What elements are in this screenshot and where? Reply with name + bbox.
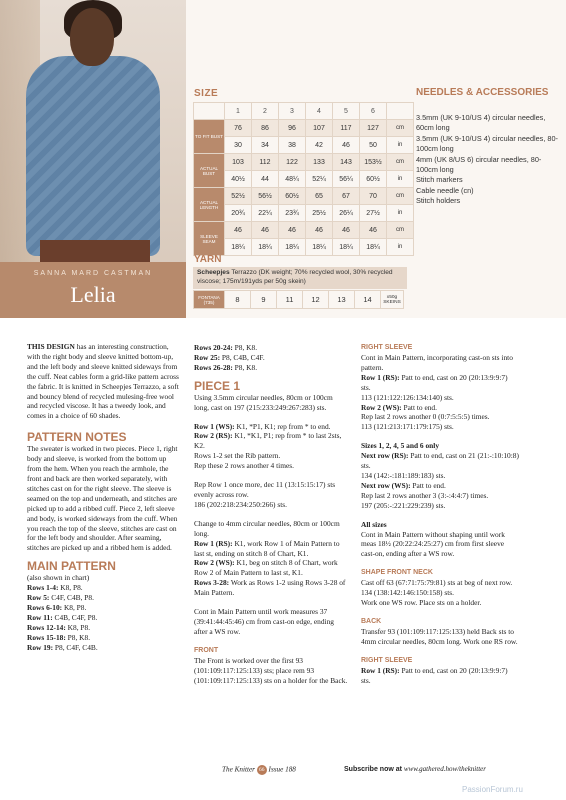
size-cell: 30: [225, 137, 252, 154]
piece-1-heading: PIECE 1: [194, 378, 241, 393]
rib-note: Rows 1-2 set the Rib pattern.: [194, 451, 281, 461]
yarn-shade-label: FONTANA (735): [194, 291, 225, 309]
size-cell: 18¼: [252, 239, 279, 256]
sweater-image: [26, 56, 160, 256]
yarn-unit: x50g SKEINS: [381, 291, 404, 309]
sizes-label: Sizes 1, 2, 4, 5 and 6 only: [361, 441, 440, 451]
body-rows-3-28: [194, 578, 348, 598]
row-label: Row 2 (WS):: [361, 402, 402, 412]
size-header: 2: [252, 103, 279, 120]
row-label: Rows 6-10:: [27, 602, 63, 612]
magazine-name: The Knitter: [222, 765, 255, 774]
size-cell: 18¼: [306, 239, 333, 256]
size-unit: cm: [387, 154, 414, 171]
row-label: Row 2 (WS):: [194, 558, 235, 568]
pattern-row: [194, 353, 348, 363]
size-cell: 65: [306, 188, 333, 205]
stitch-count: 113 (121:213:171:179:175) sts.: [361, 422, 454, 432]
subscribe-lead: Subscribe now at: [344, 766, 402, 773]
needles-list: [416, 113, 561, 207]
size-cell: 46: [333, 137, 360, 154]
size-header: 6: [360, 103, 387, 120]
size-cell: 46: [306, 222, 333, 239]
size-cell: 122: [279, 154, 306, 171]
size-cell: 18¼: [279, 239, 306, 256]
text-column-1: [27, 342, 179, 652]
pattern-notes-heading: PATTERN NOTES: [27, 430, 127, 445]
yarn-qty: 12: [303, 291, 329, 309]
yarn-description: [193, 267, 407, 289]
size-cell: 50: [360, 137, 387, 154]
yarn-qty: 11: [277, 291, 303, 309]
size-unit: in: [387, 171, 414, 188]
issue-number: Issue 188: [268, 765, 296, 774]
page-number: 66: [257, 765, 267, 775]
size-header: 4: [306, 103, 333, 120]
right-sleeve-heading: RIGHT SLEEVE: [361, 344, 413, 351]
all-sizes-heading: [361, 520, 519, 530]
intro-lead: THIS DESIGN: [27, 342, 75, 351]
size-cell: 23¾: [279, 205, 306, 222]
front-heading: FRONT: [194, 646, 219, 654]
pattern-row: [27, 583, 179, 593]
row-text: C4B, C4F, P8.: [52, 612, 98, 622]
size-cell: 42: [306, 137, 333, 154]
row-label: Row 1 (RS):: [194, 538, 233, 548]
row-text: Patt to end.: [410, 480, 446, 490]
size-cell: 26¼: [333, 205, 360, 222]
pattern-row: [27, 643, 179, 653]
body-row-2: [194, 558, 348, 578]
size-cell: 60½: [279, 188, 306, 205]
intro-paragraph: [27, 342, 179, 421]
size-unit: cm: [387, 188, 414, 205]
neck-holder: Work one WS row. Place sts on a holder.: [361, 598, 482, 608]
row-label: Row 11:: [27, 612, 53, 622]
size-cell: 46: [225, 222, 252, 239]
row-label: Rows 1-4:: [27, 583, 59, 593]
size-cell: 20¾: [225, 205, 252, 222]
row-text: K8, P8.: [65, 622, 91, 632]
size-cell: 153½: [360, 154, 387, 171]
back-text: Transfer 93 (101:109:117:125:133) held Back sts to 4mm circular needles, 80cm long. Work one RS row.: [361, 626, 518, 646]
row-label: Row 1 (WS):: [194, 421, 235, 431]
rib-row-1: [194, 422, 348, 432]
size-header: 5: [333, 103, 360, 120]
size-cell: 67: [333, 188, 360, 205]
size-cell: 48¼: [279, 171, 306, 188]
stitch-count: 186 (202:218:234:250:266) sts.: [194, 499, 287, 509]
size-cell: 127: [360, 120, 387, 137]
pattern-row: [194, 363, 348, 373]
row-label: Next row (WS):: [361, 480, 411, 490]
size-cell: 18¼: [225, 239, 252, 256]
size-cell: 143: [333, 154, 360, 171]
row-text: P8, C4F, C4B.: [53, 642, 98, 652]
body-row-1: [194, 539, 348, 559]
size-cell: 133: [306, 154, 333, 171]
yarn-qty: 14: [355, 291, 381, 309]
main-pattern-sub: (also shown in chart): [27, 573, 90, 583]
size-heading: SIZE: [194, 88, 219, 99]
size-row-label: ACTUAL BUST: [194, 154, 225, 188]
needle-change: Change to 4mm circular needles, 80cm or 100cm long.: [194, 518, 340, 538]
size-cell: 96: [279, 120, 306, 137]
row-label: Next row (RS):: [361, 451, 409, 461]
size-header: 1: [225, 103, 252, 120]
pattern-row: [27, 613, 179, 623]
size-cell: 117: [333, 120, 360, 137]
row-text: Patt to end, cast on 20 (20:13:9:9:7) sts.: [361, 372, 508, 392]
needles-item: 3.5mm (UK 9-10/US 4) circular needles, 60cm long: [416, 113, 546, 133]
row-text: K8, P8.: [62, 602, 87, 612]
neck-cast-off: Cast off 63 (67:71:75:79:81) sts at beg of next row.: [361, 578, 513, 588]
row-label: Row 19:: [27, 642, 54, 652]
needles-heading: NEEDLES & ACCESSORIES: [416, 87, 549, 98]
row-text: K1, *K1, P1; rep from * to last 2sts, K2.: [194, 431, 342, 451]
rib-row-2: [194, 431, 348, 451]
size-cell: 46: [333, 222, 360, 239]
needles-item: 4mm (UK 8/US 6) circular needles, 80-100cm long: [416, 154, 542, 175]
size-cell: 107: [306, 120, 333, 137]
size-cell: 86: [252, 120, 279, 137]
watermark: PassionForum.ru: [462, 785, 523, 794]
row-label: Rows 3-28:: [194, 578, 230, 588]
row-label: Rows 26-28:: [194, 362, 233, 372]
row-text: P8, K8.: [232, 343, 258, 352]
size-header: 3: [279, 103, 306, 120]
size-cell: 22¼: [252, 205, 279, 222]
row-text: P8, K8.: [232, 362, 258, 372]
pattern-row: [27, 603, 179, 613]
stitch-count: 134 (142:-:181:189:183) sts.: [361, 470, 446, 480]
row-text: Work as Rows 1-2 using Rows 3-28 of Main Pattern.: [194, 578, 346, 598]
row-text: K1, work Row 1 of Main Pattern to last st, ending on stitch 8 of Chart, K1.: [194, 538, 340, 558]
size-cell: 46: [252, 222, 279, 239]
row-text: P8, C4B, C4F.: [220, 352, 265, 362]
size-cell: 52½: [225, 188, 252, 205]
piece-1-cast-on: Using 3.5mm circular needles, 80cm or 100cm long, cast on 197 (215:233:249:267:283) sts.: [194, 392, 333, 412]
sleeve-row-1b: [361, 666, 519, 686]
pattern-row: [27, 623, 179, 633]
row-label: Row 25:: [194, 352, 221, 362]
sleeve-row-2: [361, 403, 519, 413]
yarn-details: Terrazzo (DK weight; 70% recycled wool, 30% recycled viscose; 175m/191yds per 50g skein): [197, 269, 393, 285]
main-pattern-heading: MAIN PATTERN: [27, 559, 116, 574]
yarn-heading: YARN: [194, 254, 222, 265]
front-text: The Front is worked over the first 93 (101:109:117:125:133) sts; place rem 93 (101:109:117:125:133) sts on a holder for the Back.: [194, 655, 348, 685]
size-cell: 56¼: [333, 171, 360, 188]
stitch-count: 134 (138:142:146:150:158) sts.: [361, 588, 454, 598]
size-unit: in: [387, 137, 414, 154]
size-unit: cm: [387, 222, 414, 239]
stitch-count: 197 (205:-:221:229:239) sts.: [361, 500, 446, 510]
size-row-label: SLEEVE SEAM: [194, 222, 225, 256]
row-text: Patt to end, cast on 21 (21:-:10:10:8) sts.: [361, 451, 519, 471]
size-cell: 27½: [360, 205, 387, 222]
right-sleeve-intro: Cont in Main Pattern, incorporating cast-on sts into pattern.: [361, 353, 513, 372]
row-label: Rows 20-24:: [194, 343, 233, 352]
row-text: K1, beg on stitch 8 of Chart, work Row 2 of Main Pattern to last st, K1.: [194, 558, 338, 578]
text-column-3: [361, 343, 519, 686]
row-text: C4F, C4B, P8.: [49, 593, 94, 603]
size-cell: 52¼: [306, 171, 333, 188]
sizes-repeat: Rep last 2 rows another 3 (3:-:4:4:7) times.: [361, 490, 489, 500]
size-cell: 103: [225, 154, 252, 171]
size-cell: 46: [279, 222, 306, 239]
needles-item: 3.5mm (UK 9-10/US 4) circular needles, 80-100cm long: [416, 133, 558, 154]
size-cell: 76: [225, 120, 252, 137]
row-text: Patt to end, cast on 20 (20:13:9:9:7) sts.: [361, 665, 508, 685]
size-row-label: TO FIT BUST: [194, 120, 225, 154]
row-text: Patt to end.: [401, 402, 437, 412]
row-label: Row 5:: [27, 593, 50, 603]
size-cell: 56½: [252, 188, 279, 205]
footer-subscribe: [344, 765, 486, 773]
needles-item: Stitch holders: [416, 196, 461, 206]
size-cell: 38: [279, 137, 306, 154]
yarn-qty: 13: [329, 291, 355, 309]
stitch-count: 113 (121:122:126:134:140) sts.: [361, 392, 454, 402]
size-cell: 70: [360, 188, 387, 205]
size-cell: 25½: [306, 205, 333, 222]
footer-magazine: [222, 765, 296, 775]
pattern-notes: The sweater is worked in two pieces. Piece 1, right body and sleeve, is worked from the bottom up from the hem. When you reach the armhole, the front and back are then worked separately, with stitches cast on for the right sleeve. The sleeve is seamed on the top and underneath, and stitches are picked up to add a ribbed cuff. Piece 2, left sleeve and body, is worked sideways from the cuff. When you reach the top of the sleeve, stitches are cast on for the left body and shoulder. After seaming, stitches are picked up and a ribbed hem is added.: [27, 444, 178, 553]
next-row-rs: [361, 451, 519, 471]
subscribe-link[interactable]: www.gathered.how/theknitter: [403, 765, 486, 773]
decrease-row: Rep Row 1 once more, dec 11 (13:15:15:17) sts evenly across row.: [194, 480, 336, 499]
right-sleeve-heading-2: RIGHT SLEEVE: [361, 656, 413, 664]
row-text: K8, P8.: [58, 583, 83, 593]
size-cell: 112: [252, 154, 279, 171]
size-cell: 44: [252, 171, 279, 188]
yarn-qty: 8: [225, 291, 251, 309]
size-unit: in: [387, 205, 414, 222]
row-text: K1, *P1, K1; rep from * to end.: [234, 421, 331, 431]
all-sizes-text: Cont in Main Pattern without shaping until work meas 18½ (20:22:24:25:27) cm from first sleeve cast-on, ending after a WS row.: [361, 529, 505, 559]
needles-item: Stitch markers: [416, 175, 463, 185]
size-cell: 34: [252, 137, 279, 154]
yarn-brand: Scheepjes: [197, 269, 230, 276]
needles-item: Cable needle (cn): [416, 185, 474, 195]
size-cell: 18¼: [333, 239, 360, 256]
size-row-label: ACTUAL LENGTH: [194, 188, 225, 222]
yarn-table: [193, 290, 404, 309]
yarn-qty: 9: [251, 291, 277, 309]
size-cell: 40½: [225, 171, 252, 188]
size-unit: in: [387, 239, 414, 256]
sizes-heading: [361, 441, 519, 451]
size-unit: cm: [387, 120, 414, 137]
rib-repeat: Rep these 2 rows another 4 times.: [194, 461, 294, 471]
model-head: [70, 8, 114, 66]
row-label: Rows 15-18:: [27, 632, 66, 642]
shape-front-neck-heading: SHAPE FRONT NECK: [361, 569, 433, 577]
pattern-row: [27, 633, 179, 643]
row-label: Row 2 (RS):: [194, 431, 233, 441]
continue-pattern: Cont in Main Pattern until work measures 37 (39:41:44:45:46) cm from cast-on edge, ending after a WS row.: [194, 607, 334, 636]
intro-text: has an interesting construction, with the right body and sleeve knitted bottom-up, and the left body and sleeve knitted sideways from the cuff. Neat cables form a grid-like pattern across the fabric. It is knitted in Scheepjes Terrazzo, a soft and bouncy blend of recycled mulesing-free wool and recycled viscose. It has a tweedy look, and comes in a choice of 60 shades.: [27, 342, 179, 421]
back-heading: BACK: [361, 617, 382, 625]
row-label: Row 1 (RS):: [361, 665, 400, 675]
size-table: [193, 102, 414, 256]
row-label: Rows 12-14:: [27, 622, 66, 632]
pattern-row: [194, 343, 348, 353]
next-row-ws: [361, 481, 519, 491]
pattern-row: [27, 593, 179, 603]
row-label: Row 1 (RS):: [361, 372, 400, 382]
size-cell: 46: [360, 222, 387, 239]
row-text: P8, K8.: [65, 632, 91, 642]
text-column-2: [194, 343, 348, 685]
pattern-name: Lelia: [70, 282, 116, 307]
designer-name: SANNA MARD CASTMAN: [33, 270, 153, 277]
all-sizes-label: All sizes: [361, 519, 387, 529]
sleeve-repeat: Rep last 2 rows another 0 (0:7:5:5:5) times.: [361, 412, 490, 422]
size-cell: 18¼: [360, 239, 387, 256]
sleeve-row-1: [361, 373, 519, 393]
size-cell: 60½: [360, 171, 387, 188]
